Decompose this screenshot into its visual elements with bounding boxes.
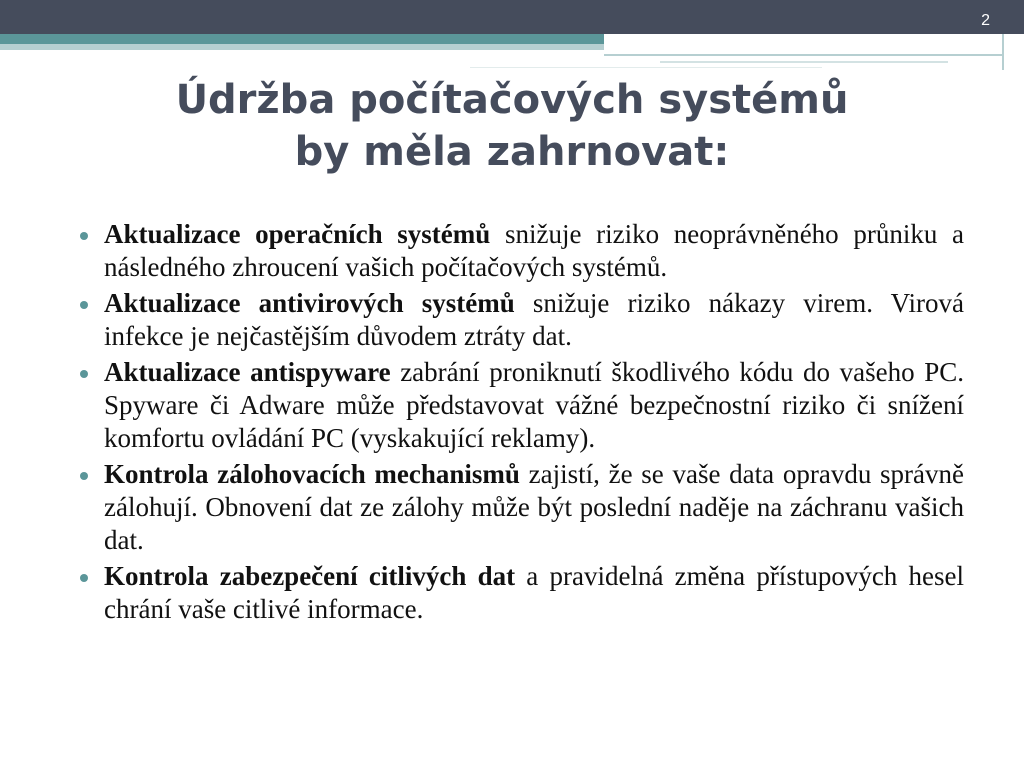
bullet-item [74, 458, 964, 557]
bullet-bold: Kontrola zálohovacích mechanismů [104, 459, 520, 489]
bullet-item [74, 287, 964, 353]
bullet-bold: Aktualizace antivirových systémů [104, 288, 515, 318]
bullet-text: zajistí, že se vaše data opravdu správně zálohují. Obnovení dat ze zálohy může být poslední naděje na záchranu vašich dat. [104, 459, 964, 555]
bullet-dot-icon [80, 574, 88, 582]
bullet-bold: Kontrola zabezpečení citlivých dat [104, 561, 516, 591]
bullet-dot-icon [80, 370, 88, 378]
bullet-text: snižuje riziko nákazy virem. Virová infekce je nejčastějším důvodem ztráty dat. [104, 288, 964, 351]
bullet-text: zabrání proniknutí škodlivého kódu do vašeho PC. Spyware či Adware může představovat vážné bezpečnostní riziko či snížení komfortu ovládání PC (vyskakující reklamy). [104, 357, 964, 453]
header-decor-line [604, 54, 1002, 56]
bullet-dot-icon [80, 472, 88, 480]
bullet-text: snižuje riziko neoprávněného průniku a následného zhroucení vašich počítačových systémů. [104, 219, 964, 282]
bullet-text: a pravidelná změna přístupových hesel chrání vaše citlivé informace. [104, 561, 964, 624]
header-decor-line [470, 67, 822, 68]
slide-title-line-1: Údržba počítačových systémů [175, 77, 849, 123]
bullet-item [74, 560, 964, 626]
slide-title-line-2: by měla zahrnovat: [294, 129, 730, 175]
bullet-list [74, 218, 964, 629]
bullet-item [74, 218, 964, 284]
header-band-dark [0, 0, 1024, 34]
bullet-item [74, 356, 964, 455]
slide-title [60, 74, 964, 178]
header-decor-line [660, 61, 948, 63]
bullet-bold: Aktualizace operačních systémů [104, 219, 491, 249]
header-decor-edge [1002, 34, 1004, 70]
slide-number: 2 [981, 12, 990, 29]
bullet-dot-icon [80, 232, 88, 240]
bullet-dot-icon [80, 301, 88, 309]
header-tab [604, 34, 1024, 70]
bullet-bold: Aktualizace antispyware [104, 357, 391, 387]
